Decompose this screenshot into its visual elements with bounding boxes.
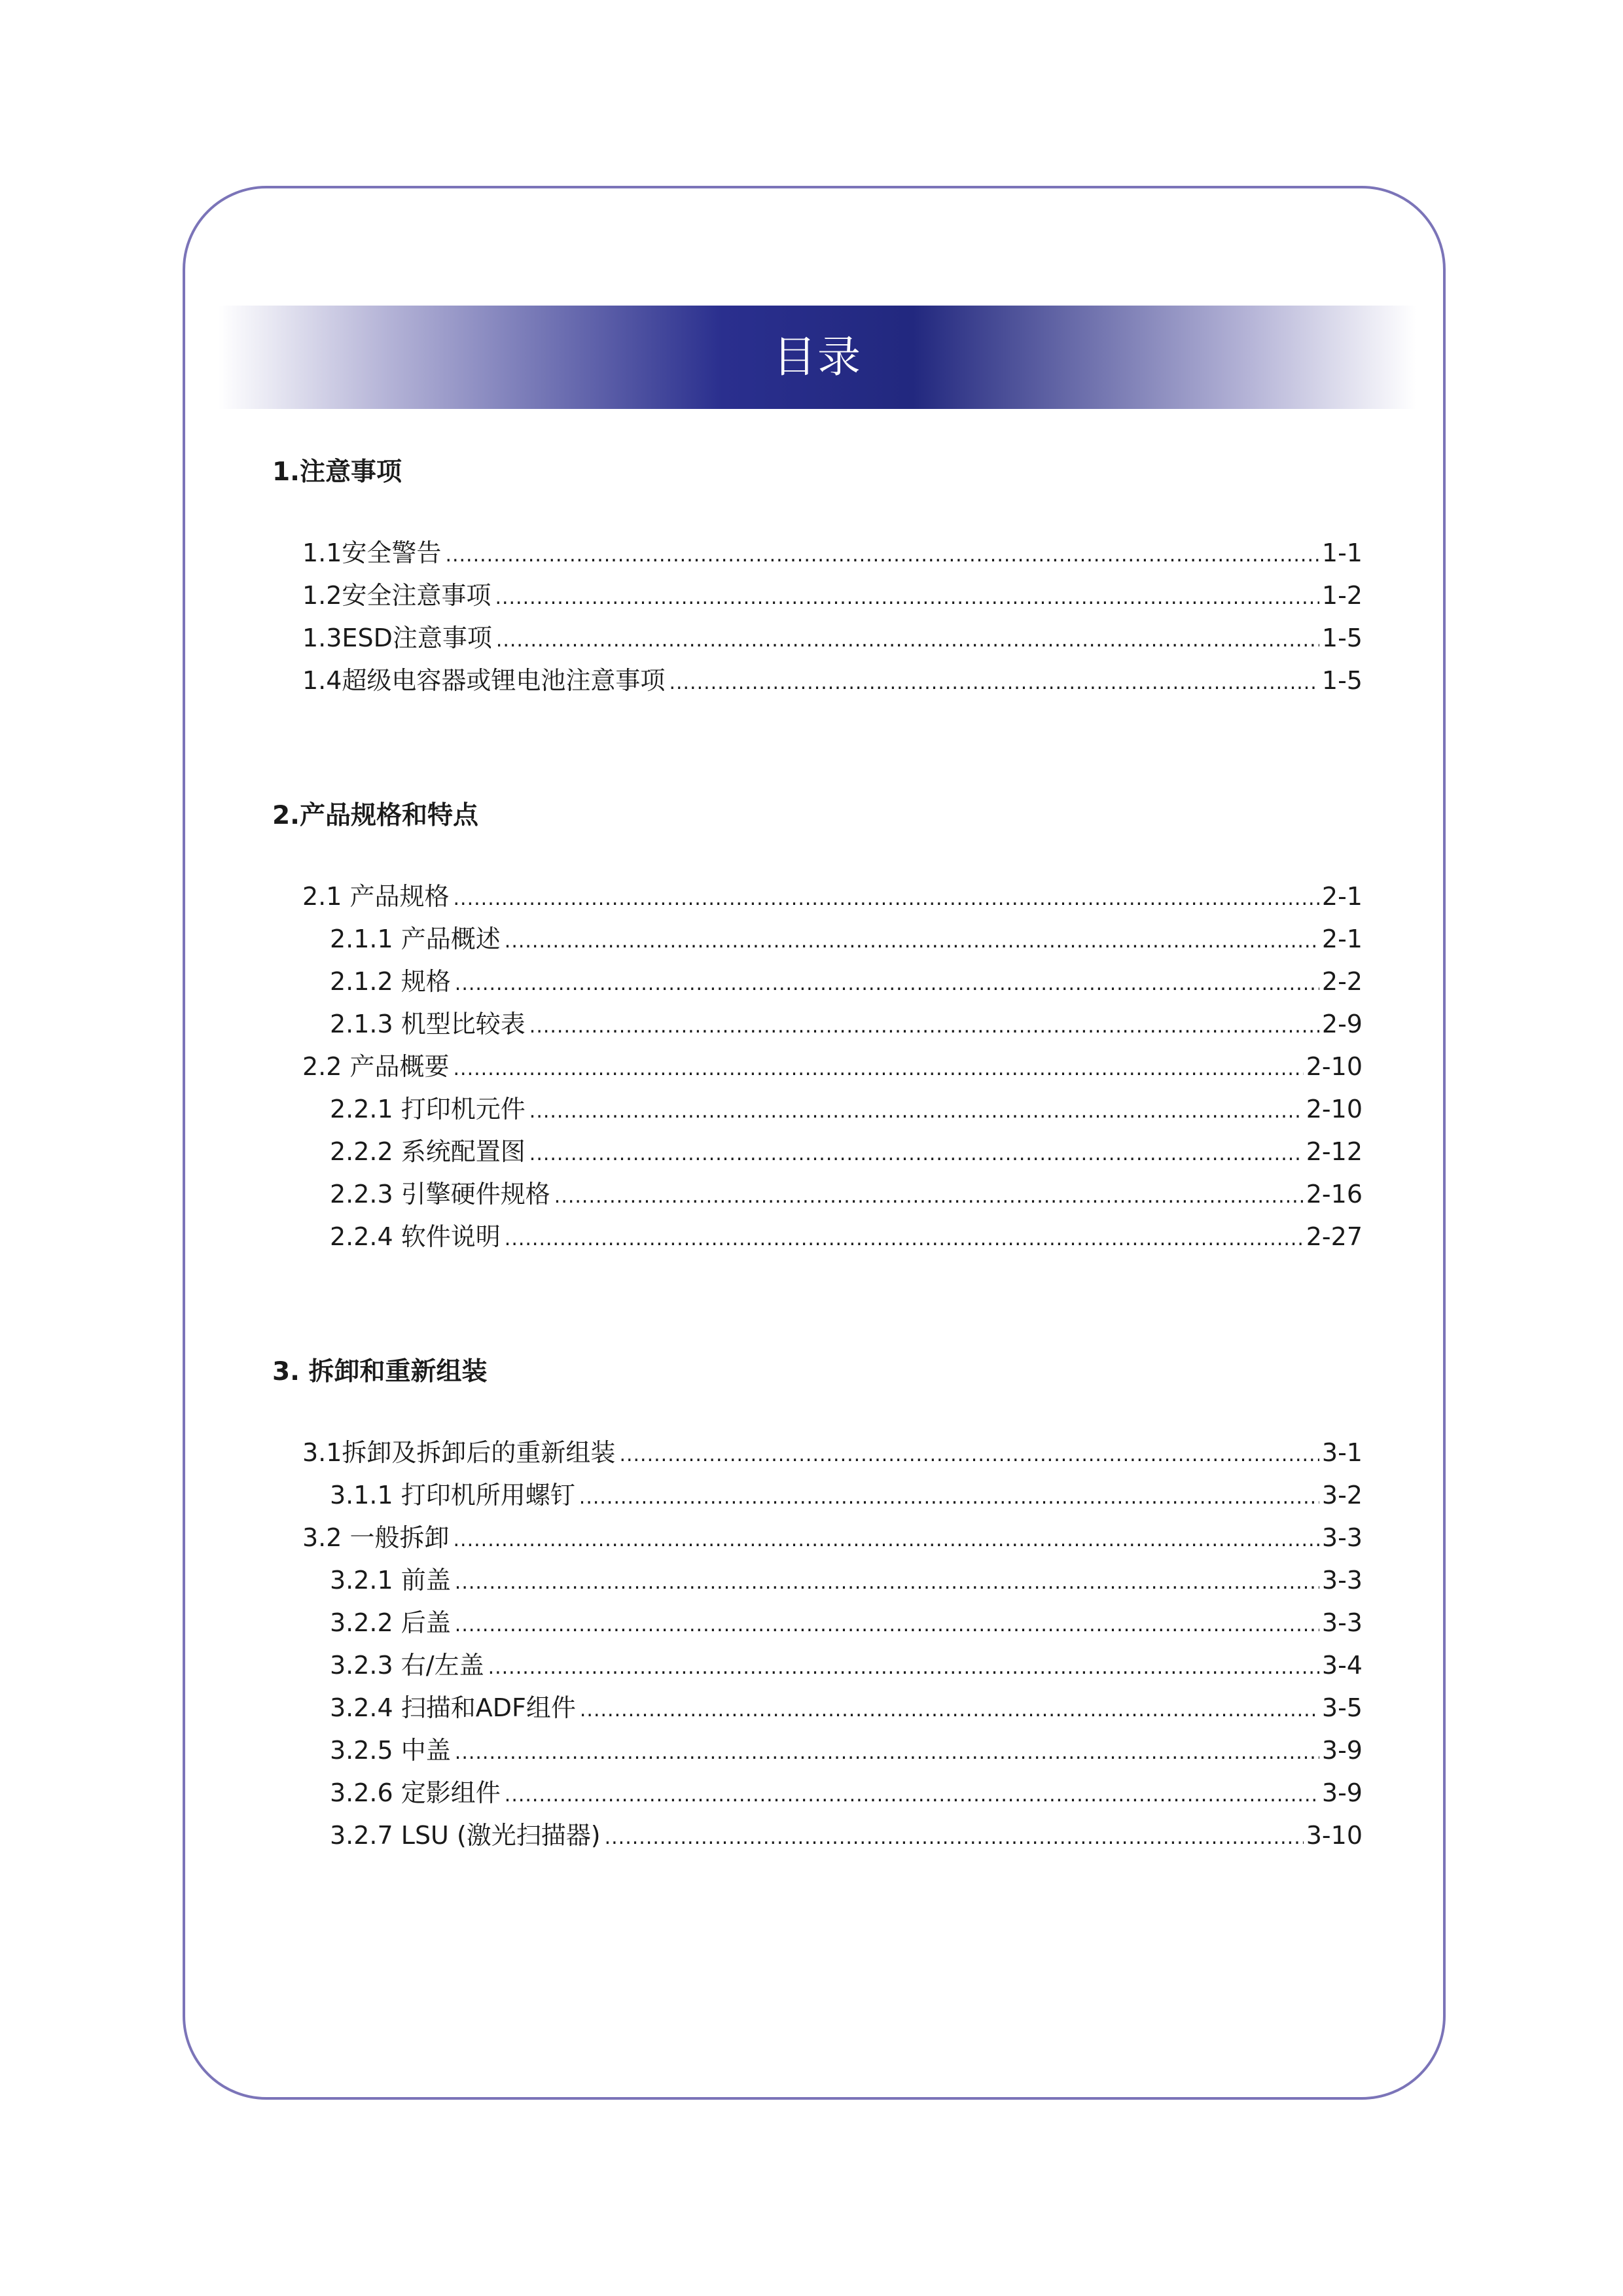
dot-leader <box>454 1521 1319 1560</box>
toc-entry-label: 1.2安全注意事项 <box>302 576 495 615</box>
dot-leader <box>496 621 1319 660</box>
dot-leader <box>488 1648 1319 1687</box>
toc-entry-label: 2.2.3 引擎硬件规格 <box>330 1174 554 1214</box>
title-banner <box>219 306 1416 409</box>
toc-entry-label: 2.2.2 系统配置图 <box>330 1132 529 1171</box>
toc-entry-page: 2-10 <box>1306 1095 1363 1123</box>
toc-entry-page: 1-5 <box>1321 624 1363 652</box>
dot-leader <box>505 1776 1319 1815</box>
dot-leader <box>605 1818 1304 1858</box>
toc-entry-page: 2-27 <box>1306 1222 1363 1251</box>
toc-entry[interactable] <box>330 1089 1363 1129</box>
dot-leader <box>529 1092 1304 1131</box>
toc-entry-label: 3.1拆卸及拆卸后的重新组装 <box>302 1433 619 1472</box>
toc-entry-page: 3-2 <box>1321 1481 1363 1510</box>
toc-entry[interactable] <box>302 533 1363 573</box>
dot-leader <box>495 578 1319 618</box>
toc-entry-page: 3-3 <box>1321 1523 1363 1552</box>
dot-leader <box>619 1436 1319 1475</box>
toc-entry-page: 2-9 <box>1321 1010 1363 1038</box>
toc-entry-label: 3.2.1 前盖 <box>330 1561 455 1600</box>
toc-entry[interactable] <box>330 1688 1363 1727</box>
toc-entry-page: 1-1 <box>1321 539 1363 567</box>
dot-leader <box>455 964 1319 1004</box>
toc-entry-label: 1.3ESD注意事项 <box>302 618 496 658</box>
toc-entry-page: 2-10 <box>1306 1052 1363 1081</box>
dot-leader <box>455 1563 1319 1602</box>
toc-entry-page: 2-2 <box>1321 967 1363 996</box>
toc-entry-label: 3.2.7 LSU (激光扫描器) <box>330 1816 605 1855</box>
toc-entry-page: 1-2 <box>1321 581 1363 610</box>
toc-entry[interactable] <box>330 1132 1363 1171</box>
dot-leader <box>505 922 1319 961</box>
toc-entry-label: 2.2.4 软件说明 <box>330 1217 505 1256</box>
toc-entry[interactable] <box>330 1217 1363 1256</box>
toc-entry-label: 3.2.3 右/左盖 <box>330 1646 488 1685</box>
toc-entry-label: 2.1 产品规格 <box>302 877 454 916</box>
toc-entry-label: 3.2.5 中盖 <box>330 1731 455 1770</box>
toc-entry-label: 3.2 一般拆卸 <box>302 1518 454 1557</box>
toc-entry-label: 3.2.4 扫描和ADF组件 <box>330 1688 580 1727</box>
toc-entry-page: 3-3 <box>1321 1608 1363 1637</box>
dot-leader <box>529 1135 1304 1174</box>
toc-entry-page: 2-12 <box>1306 1137 1363 1166</box>
toc-entry[interactable] <box>302 877 1363 916</box>
section-heading-1: 1.注意事项 <box>272 457 402 487</box>
toc-entry[interactable] <box>330 1773 1363 1812</box>
toc-entry-label: 2.1.3 机型比较表 <box>330 1004 529 1044</box>
toc-entry-label: 2.2.1 打印机元件 <box>330 1089 529 1129</box>
dot-leader <box>505 1220 1304 1259</box>
toc-entry-page: 1-5 <box>1321 666 1363 695</box>
dot-leader <box>580 1691 1319 1730</box>
toc-entry-label: 3.1.1 打印机所用螺钉 <box>330 1475 579 1515</box>
toc-entry-page: 3-5 <box>1321 1693 1363 1722</box>
dot-leader <box>579 1478 1319 1517</box>
toc-entry-label: 3.2.6 定影组件 <box>330 1773 505 1812</box>
toc-entry-label: 2.1.1 产品概述 <box>330 919 505 959</box>
toc-entry[interactable] <box>330 1816 1363 1855</box>
dot-leader <box>455 1606 1319 1645</box>
toc-entry-page: 2-16 <box>1306 1180 1363 1209</box>
toc-entry[interactable] <box>302 576 1363 615</box>
dot-leader <box>554 1177 1304 1216</box>
toc-entry[interactable] <box>330 962 1363 1001</box>
section-heading-2: 2.产品规格和特点 <box>272 801 478 830</box>
toc-entry-page: 3-10 <box>1306 1821 1363 1850</box>
toc-entry-label: 2.1.2 规格 <box>330 962 455 1001</box>
toc-entry-page: 3-1 <box>1321 1438 1363 1467</box>
toc-entry-page: 3-9 <box>1321 1736 1363 1765</box>
toc-entry[interactable] <box>302 1047 1363 1086</box>
toc-entry[interactable] <box>330 1731 1363 1770</box>
toc-entry-page: 3-3 <box>1321 1566 1363 1595</box>
toc-entry[interactable] <box>330 1603 1363 1642</box>
toc-entry[interactable] <box>302 1433 1363 1472</box>
dot-leader <box>669 663 1319 703</box>
toc-entry[interactable] <box>330 1475 1363 1515</box>
toc-entry-page: 3-9 <box>1321 1778 1363 1807</box>
dot-leader <box>445 536 1319 575</box>
toc-entry-page: 2-1 <box>1321 882 1363 911</box>
toc-entry-page: 3-4 <box>1321 1651 1363 1680</box>
dot-leader <box>454 1050 1304 1089</box>
toc-entry-label: 3.2.2 后盖 <box>330 1603 455 1642</box>
toc-entry-page: 2-1 <box>1321 925 1363 953</box>
toc-entry[interactable] <box>330 1646 1363 1685</box>
toc-entry-label: 2.2 产品概要 <box>302 1047 454 1086</box>
toc-entry[interactable] <box>330 1561 1363 1600</box>
toc-entry[interactable] <box>330 919 1363 959</box>
section-heading-3: 3. 拆卸和重新组装 <box>272 1357 488 1386</box>
page-title: 目录 <box>773 332 862 382</box>
dot-leader <box>454 879 1319 919</box>
toc-entry[interactable] <box>330 1174 1363 1214</box>
toc-entry-label: 1.4超级电容器或锂电池注意事项 <box>302 661 669 700</box>
toc-entry[interactable] <box>302 1518 1363 1557</box>
dot-leader <box>529 1007 1319 1046</box>
toc-entry[interactable] <box>330 1004 1363 1044</box>
toc-entry[interactable] <box>302 618 1363 658</box>
toc-entry-label: 1.1安全警告 <box>302 533 445 573</box>
toc-entry[interactable] <box>302 661 1363 700</box>
dot-leader <box>455 1733 1319 1773</box>
